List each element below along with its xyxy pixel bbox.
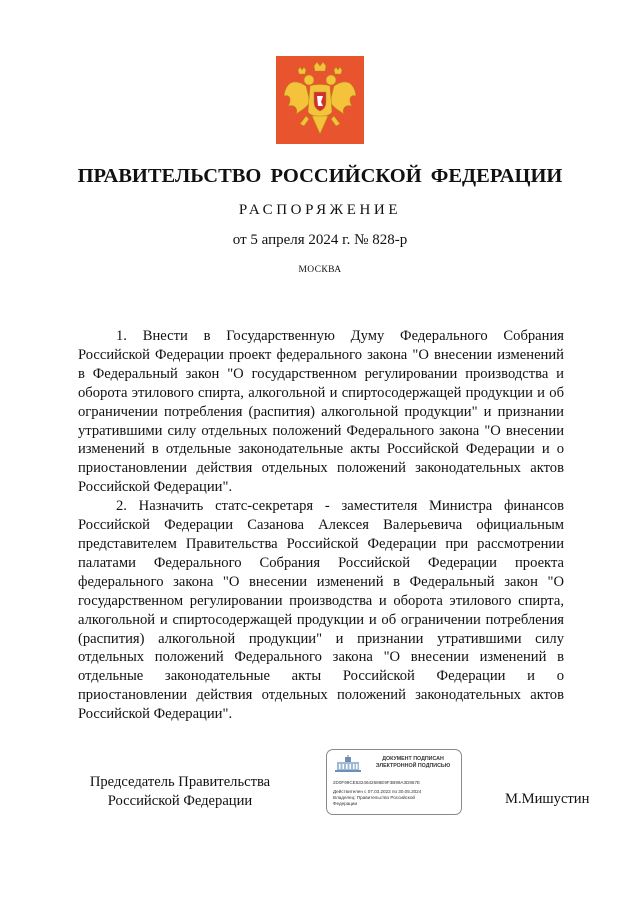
paragraph-2: 2. Назначить статс-секретаря - заместителя Министра финансов Российской Федерации Сазанова Алексея Валерьевича официальным представителем Правительства Российской Федерации при рассмотрении палатами Федерального Собрания Российской Федерации проекта федерального закона "О внесении изменений в Федеральный закон "О государственном регулировании производства и оборота этилового спирта, алкогольной и спиртосодержащей продукции и об ограничении потребления (распития) алкогольной продукции" и признании утратившими силу отдельных положений Федерального закона "О внесении изменений в отдельные законодательные акты Российской Федерации и о приостановлении действия отдельных положений законодательных актов Российской Федерации". (78, 498, 564, 723)
document-date-number: от 5 апреля 2024 г. № 828-р (232, 232, 408, 248)
russian-coat-of-arms-icon (276, 56, 364, 144)
stamp-title (367, 756, 459, 770)
signatory-position (80, 773, 280, 810)
stamp-validity: Действителен с 07.03.2023 по 30.05.2024 (333, 789, 422, 794)
electronic-signature-stamp (326, 749, 462, 815)
document-body (78, 327, 564, 724)
signatory-position-line1: Председатель Правительства (89, 774, 271, 790)
signatory-position-line2: Российской Федерации (107, 792, 253, 809)
government-building-icon (333, 755, 363, 773)
stamp-owner-line2: Федерации (333, 801, 358, 806)
signatory-name: М.Мишустин (505, 791, 590, 807)
stamp-title-line2: ЭЛЕКТРОННОЙ ПОДПИСЬЮ (375, 763, 451, 769)
paragraph-1: 1. Внести в Государственную Думу Федерального Собрания Российской Федерации проект федерального закона "О внесении изменений в Федеральный закон "О государственном регулировании производства и оборота этилового спирта, алкогольной и спиртосодержащей продукции и об ограничении потребления (распития) алкогольной продукции" и признании утратившими силу отдельных положений Федерального закона "О внесении изменений в отдельные законодательные акты Российской Федерации и о приостановлении действия отдельных положений законодательных актов Российской Федерации". (78, 328, 564, 496)
stamp-title-line1: ДОКУМЕНТ ПОДПИСАН (382, 756, 444, 762)
stamp-certificate: 2D0F99CE5324642686E9F3B99A3D867E (333, 780, 421, 785)
document-city: МОСКВА (298, 265, 342, 275)
government-title: ПРАВИТЕЛЬСТВО РОССИЙСКОЙ ФЕДЕРАЦИИ (77, 165, 563, 187)
document-type: РАСПОРЯЖЕНИЕ (238, 202, 402, 218)
stamp-owner-line1: Владелец: Правительство Российской (333, 795, 415, 800)
